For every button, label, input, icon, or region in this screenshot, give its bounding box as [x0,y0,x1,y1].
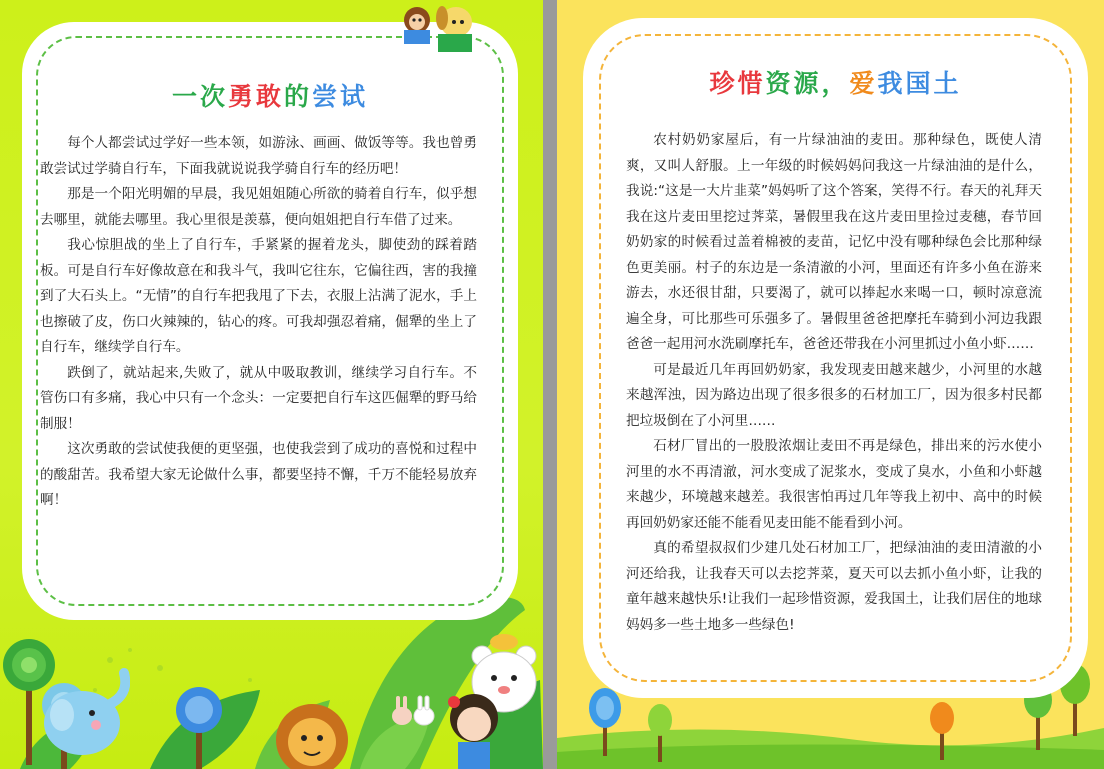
left-page-title [22,77,518,113]
lollipop-tree-icon [927,700,957,760]
title-segment: 珍惜 [709,69,766,98]
paragraph: 石材厂冒出的一股股浓烟让麦田不再是绿色，排出来的污水使小河里的水不再清澈，河水变成了泥浆水，变成了臭水，小鱼和小虾越来越少，环境越来越差。我很害怕再过几年等我上初中、高中的时候再回奶奶家还能不能看见麦田能不能看到小河。 [626,438,1042,531]
paragraph: 跌倒了，就站起来,失败了，就从中吸取教训，继续学习自行车。不管伤口有多痛，我心中只有一个念头：一定要把自行车这匹倔犟的野马给制服！ [40,364,477,432]
paragraph: 这次勇敢的尝试使我便的更坚强，也使我尝到了成功的喜悦和过程中的酸甜苦。我希望大家无论做什么事，都要坚持不懈，千万不能轻易放弃啊！ [40,441,477,508]
elephant-icon [40,665,130,755]
tree-icon [170,680,230,769]
paragraph: 可是最近几年再回奶奶家，我发现麦田越来越少，小河里的水越来越浑浊，因为路边出现了很多很多的石材加工厂，因为很多村民都把垃圾倒在了小河里…… [626,361,1042,429]
lollipop-tree-icon [585,686,625,756]
left-article-body [40,131,477,514]
paragraph: 每个人都尝试过学好一些本领，如游泳、画画、做饭等等。我也曾勇敢尝试过学骑自行车，下面我就说说我学骑自行车的经历吧！ [40,135,477,177]
title-segment: 爱 [849,69,878,98]
lion-icon [272,700,352,769]
title-segment: 的 [284,82,313,111]
paragraph: 那是一个阳光明媚的早晨，我见姐姐随心所欲的骑着自行车，似乎想去哪里，就能去哪里。我心里很是羡慕，便向姐姐把自行车借了过来。 [40,186,477,228]
rabbit-icon [388,690,438,730]
left-page [0,0,543,769]
puppy-reading-icon [430,2,480,54]
title-segment: 一次 [171,82,228,111]
right-article-body [626,128,1042,638]
title-segment: 我国土 [877,69,962,98]
title-segment: 资源， [765,69,850,98]
girl-icon [440,690,510,769]
right-article-card [583,18,1088,698]
lollipop-tree-icon [645,702,675,762]
paragraph: 真的希望叔叔们少建几处石材加工厂，把绿油油的麦田清澈的小河还给我，让我春天可以去挖荠菜，夏天可以去抓小鱼小虾，让我的童年越来越快乐!让我们一起珍惜资源，爱我国土，让我们居住的地球妈妈多一些土地多一些绿色! [626,540,1042,633]
title-segment: 尝试 [312,82,369,111]
paragraph: 我心惊胆战的坐上了自行车，手紧紧的握着龙头，脚使劲的踩着踏板。可是自行车好像故意在和我斗气，我叫它往东，它偏往西，害的我撞到了大石头上。“无情”的自行车把我甩了下去，衣服上沾满了泥水，手上也擦破了皮，伤口火辣辣的，钻心的疼。可我却强忍着痛，倔犟的坐上了自行车，继续学自行车。 [40,237,477,355]
title-segment: 勇敢 [227,82,284,111]
paragraph: 农村奶奶家屋后，有一片绿油油的麦田。那种绿色，既使人清爽，又叫人舒服。上一年级的时候妈妈问我这一片绿油油的是什么，我说:“这是一大片韭菜”妈妈听了这个答案，笑得不行。春天的礼拜天我在这片麦田里挖过荠菜，暑假里我在这片麦田里捡过麦穗，春节回奶奶家的时候看过盖着棉被的麦苗，记忆中没有哪种绿色会比那种绿色更美丽。村子的东边是一条清澈的小河，里面还有许多小鱼在游来游去，水还很甘甜，只要渴了，就可以捧起水来喝一口，顿时凉意流遍全身，可比那些可乐强多了。暑假里爸爸把摩托车骑到小河边我跟爸爸一起用河水洗刷摩托车，爸爸还带我在小河里抓过小鱼小虾…… [626,132,1042,352]
right-page-title [583,64,1088,100]
